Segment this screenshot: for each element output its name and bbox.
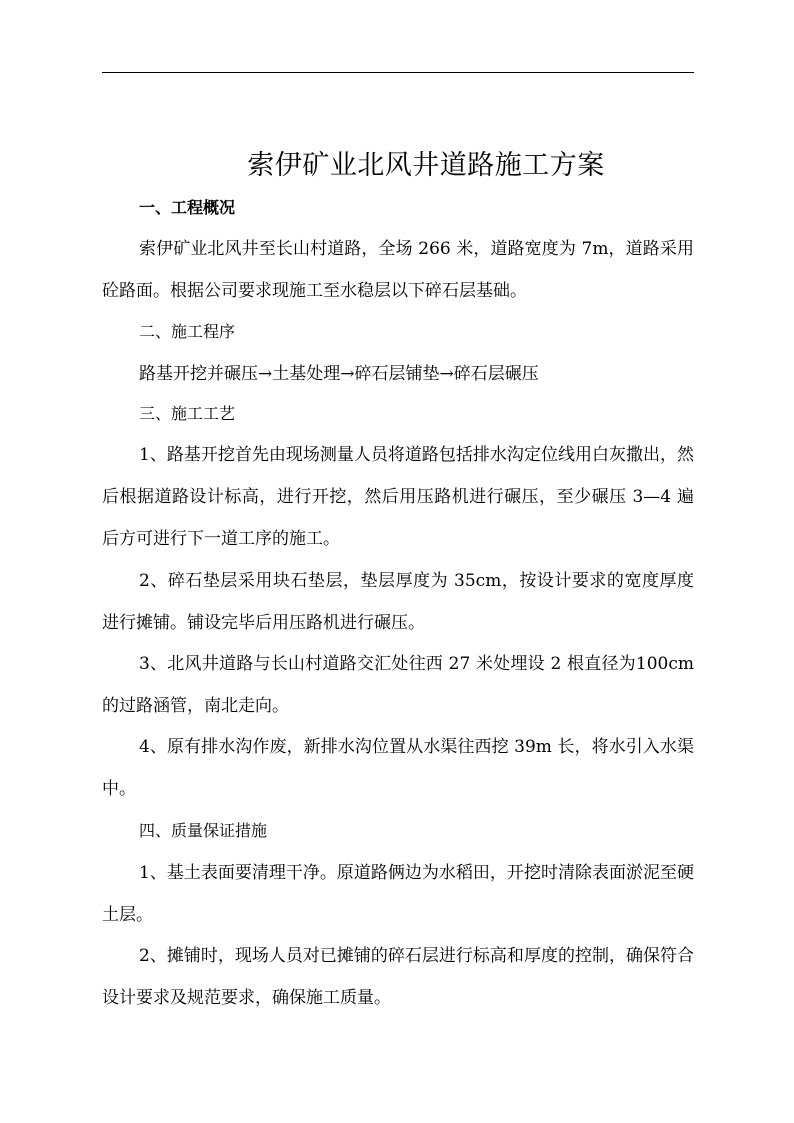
process-item-1: 1、路基开挖首先由现场测量人员将道路包括排水沟定位线用白灰撒出，然后根据道路设计标高，进行开挖，然后用压路机进行碾压，至少碾压 3—4 遍后方可进行下一道工序的施工。 <box>102 445 694 549</box>
process-item-4: 4、原有排水沟作废，新排水沟位置从水渠往西挖 39m 长，将水引入水渠中。 <box>102 737 694 799</box>
quality-item-1: 1、基土表面要清理干净。原道路俩边为水稻田，开挖时清除表面淤泥至硬土层。 <box>102 863 694 925</box>
header-rule <box>102 72 694 73</box>
process-item-3: 3、北风井道路与长山村道路交汇处往西 27 米处埋设 2 根直径为100cm 的过路涵管，南北走向。 <box>102 654 694 716</box>
section-heading-procedure: 二、施工程序 <box>139 322 236 341</box>
section-heading-process: 三、施工工艺 <box>139 404 236 423</box>
section-heading-overview: 一、工程概况 <box>139 198 236 217</box>
section-heading-quality: 四、质量保证措施 <box>139 821 268 840</box>
document-title: 索伊矿业北风井道路施工方案 <box>247 150 605 181</box>
process-item-2: 2、碎石垫层采用块石垫层，垫层厚度为 35cm，按设计要求的宽度厚度进行摊铺。铺设完毕后用压路机进行碾压。 <box>102 571 694 633</box>
overview-paragraph: 索伊矿业北风井至长山村道路，全场 266 米，道路宽度为 7m，道路采用砼路面。根据公司要求现施工至水稳层以下碎石层基础。 <box>102 239 694 301</box>
procedure-flow: 路基开挖并碾压→土基处理→碎石层铺垫→碎石层碾压 <box>139 364 539 384</box>
quality-item-2: 2、摊铺时，现场人员对已摊铺的碎石层进行标高和厚度的控制，确保符合设计要求及规范要求，确保施工质量。 <box>102 946 694 1008</box>
